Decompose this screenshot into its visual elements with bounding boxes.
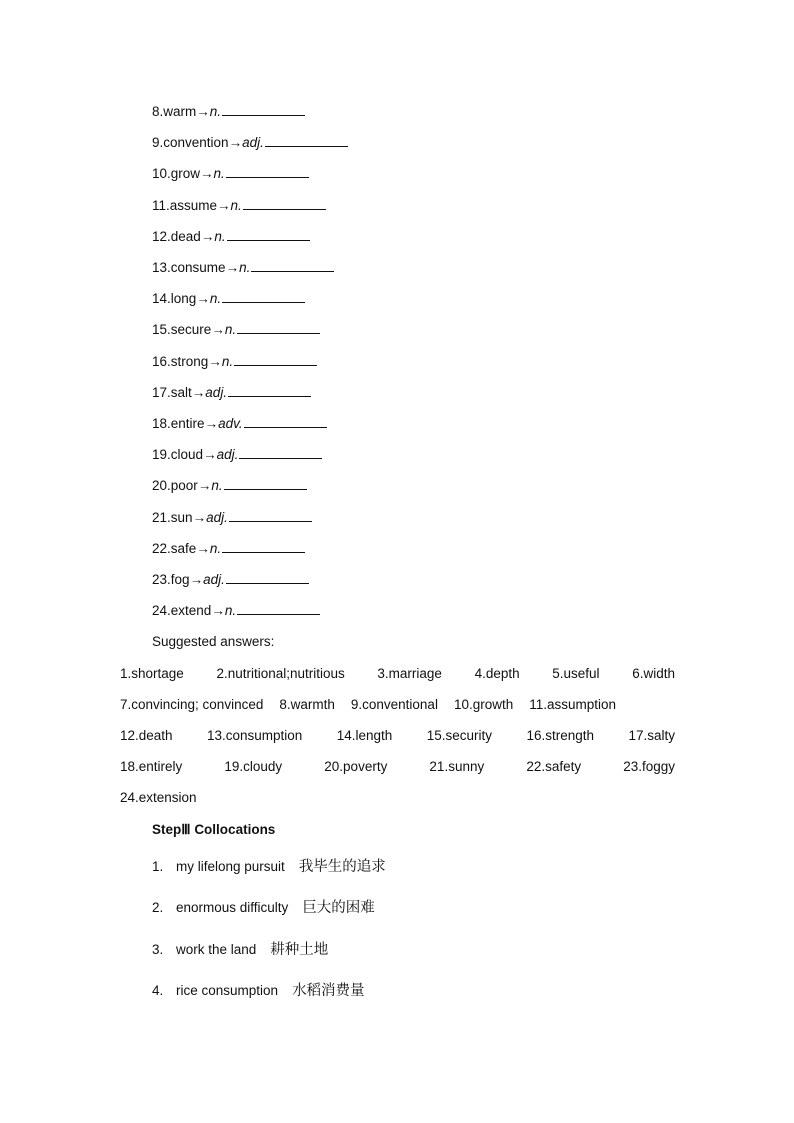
part-of-speech: adj. [205,384,228,400]
answer-item: 23.foggy [623,759,675,774]
answer-blank [237,321,320,334]
answer-item: 20.poverty [324,759,388,774]
word-form-item [152,384,311,402]
collocation-item [152,857,386,877]
answer-blank [237,602,320,615]
collocation-chinese: 水稻消费量 [292,983,365,999]
part-of-speech: n. [213,166,225,182]
word-form-item [152,509,312,527]
item-number: 16. [152,353,171,369]
base-word: safe [170,540,197,556]
answer-blank [265,134,348,147]
answer-blank [243,197,326,210]
item-number: 18. [152,416,171,431]
item-number: 21. [152,509,171,525]
answers-title: Suggested answers: [152,634,275,649]
item-number: 23. [152,572,171,587]
base-word: consume [170,260,226,275]
answer-item: 24.extension [120,790,197,805]
answer-blank [226,571,309,584]
part-of-speech: n. [209,104,222,119]
part-of-speech: adj. [203,572,225,587]
base-word: strong [170,353,209,369]
word-form-item [152,540,305,558]
answer-item: 6.width [632,666,675,681]
part-of-speech: n. [209,540,222,556]
collocation-english: work the land [176,942,257,957]
collocation-number: 3. [152,942,164,957]
part-of-speech: n. [221,353,234,369]
word-form-item [152,259,334,277]
answer-blank [227,228,310,241]
base-word: assume [169,197,218,213]
answer-blank [226,165,309,178]
item-number: 19. [152,447,171,463]
answer-item: 14.length [336,728,393,743]
collocation-chinese: 巨大的困难 [302,900,375,916]
answer-item: 7.convincing; convinced [120,697,264,712]
answer-item: 16.strength [526,728,595,743]
item-number: 24. [152,603,171,619]
collocation-chinese: 我毕生的追求 [298,859,386,875]
word-form-item [152,602,320,620]
part-of-speech: adv. [218,416,243,431]
answer-item: 4.depth [474,666,520,681]
answer-item: 17.salty [628,728,675,743]
arrow-icon: → [189,572,204,587]
base-word: secure [170,322,212,338]
answers-row [120,665,675,683]
answers-row [120,789,675,807]
answer-blank [244,415,327,428]
base-word: convention [163,135,229,151]
base-word: salt [170,384,192,400]
word-form-item [152,571,309,589]
base-word: fog [170,572,190,587]
answer-item: 19.cloudy [224,759,283,774]
answer-item: 8.warmth [279,697,335,712]
base-word: long [170,291,197,307]
answers-row [120,758,675,776]
part-of-speech: n. [211,478,223,494]
item-number: 14. [152,291,171,307]
word-form-item [152,290,305,308]
arrow-icon: → [217,197,231,213]
base-word: cloud [170,447,204,463]
answer-blank [224,477,307,490]
collocation-english: enormous difficulty [176,900,289,915]
word-form-item [152,353,317,371]
collocation-item [152,940,328,960]
item-number: 17. [152,384,171,400]
word-form-item [152,477,307,495]
arrow-icon: → [197,478,212,494]
base-word: dead [170,228,201,244]
base-word: warm [163,104,197,119]
item-number: 22. [152,540,171,556]
arrow-icon: → [225,260,240,275]
part-of-speech: adj. [242,135,264,151]
item-number: 10. [152,166,171,182]
answer-blank [222,540,305,553]
answer-blank [229,509,312,522]
collocation-english: rice consumption [176,983,279,998]
answer-blank [239,446,322,459]
item-number: 8. [152,104,164,119]
item-number: 11. [152,197,170,213]
answer-item: 2.nutritional;nutritious [216,666,345,681]
answers-row [120,727,675,745]
answer-blank [222,103,305,116]
answer-item: 1.shortage [120,666,184,681]
word-form-item [152,103,305,121]
answer-item: 21.sunny [429,759,485,774]
base-word: sun [170,509,193,525]
answer-blank [251,259,334,272]
part-of-speech: n. [230,197,242,213]
answer-item: 22.safety [526,759,582,774]
base-word: grow [170,166,201,182]
answer-item: 5.useful [552,666,600,681]
item-number: 20. [152,478,171,494]
collocation-number: 2. [152,900,164,915]
answers-row [120,696,675,714]
word-form-item [152,321,320,339]
part-of-speech: adj. [206,509,228,525]
collocation-number: 4. [152,983,164,998]
arrow-icon: → [211,603,225,619]
answer-blank [234,353,317,366]
collocation-number: 1. [152,859,164,874]
answer-blank [222,290,305,303]
arrow-icon: → [228,135,243,151]
part-of-speech: n. [214,228,226,244]
word-form-item [152,446,322,464]
arrow-icon: → [196,540,210,556]
arrow-icon: → [211,322,225,338]
base-word: entire [170,416,205,431]
arrow-icon: → [208,353,222,369]
item-number: 12. [152,228,171,244]
collocation-chinese: 耕种土地 [270,942,329,958]
part-of-speech: n. [224,322,237,338]
answer-item: 18.entirely [120,759,183,774]
arrow-icon: → [196,291,210,307]
collocation-english: my lifelong pursuit [176,859,285,874]
answer-item: 10.growth [453,697,514,712]
arrow-icon: → [203,447,217,463]
answer-item: 11.assumption [529,697,617,712]
word-form-item [152,228,310,246]
word-form-item [152,415,327,433]
arrow-icon: → [200,166,214,182]
arrow-icon: → [196,104,210,119]
answer-item: 15.security [426,728,493,743]
step-heading: StepⅢ Collocations [152,822,276,837]
part-of-speech: n. [239,260,251,275]
base-word: extend [170,603,212,619]
word-form-item [152,197,326,215]
answer-item: 13.consumption [207,728,303,743]
word-form-item [152,165,309,183]
item-number: 9. [152,135,164,151]
item-number: 15. [152,322,171,338]
arrow-icon: → [204,416,219,431]
answer-item: 9.conventional [350,697,438,712]
answer-item: 3.marriage [377,666,442,681]
part-of-speech: n. [209,291,222,307]
arrow-icon: → [192,509,207,525]
collocation-item [152,981,365,1001]
collocation-item [152,898,375,918]
arrow-icon: → [200,228,215,244]
part-of-speech: adj. [216,447,239,463]
answer-item: 12.death [120,728,173,743]
part-of-speech: n. [224,603,237,619]
answer-blank [228,384,311,397]
base-word: poor [170,478,198,494]
item-number: 13. [152,260,171,275]
word-form-item [152,134,348,152]
arrow-icon: → [191,384,206,400]
